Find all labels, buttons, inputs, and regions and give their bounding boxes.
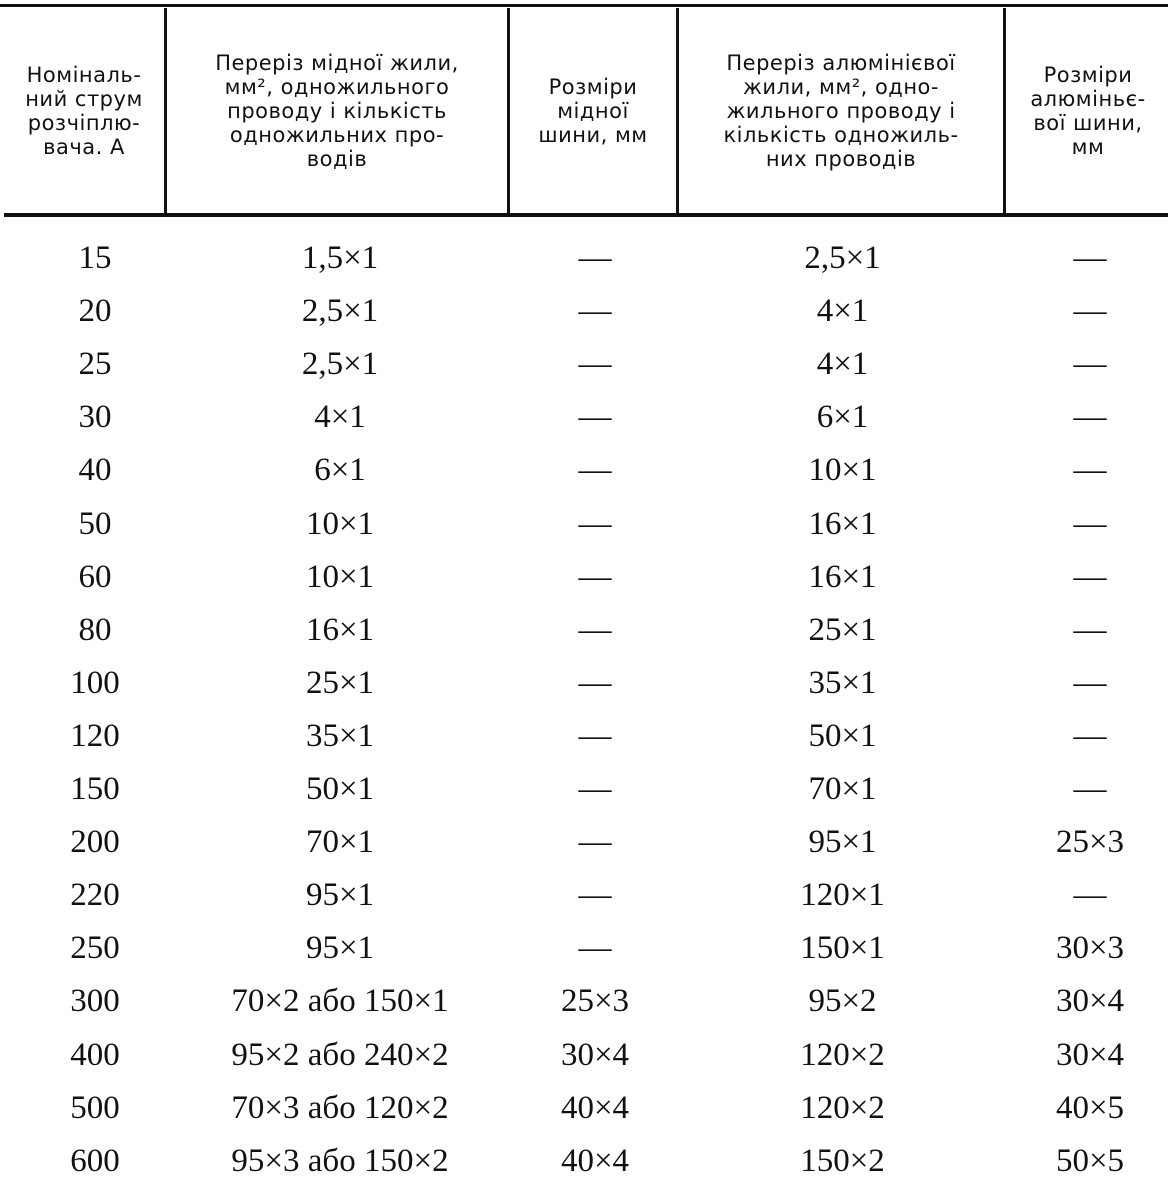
cell-aluminum-bus: — bbox=[1073, 877, 1107, 914]
header-aluminum-bus: Розміри алюміньє- вої шини, мм bbox=[1030, 62, 1146, 159]
cell-rated-current: 60 bbox=[78, 558, 112, 595]
cell-copper-bus: — bbox=[578, 930, 612, 967]
cell-aluminum-wire: 6×1 bbox=[816, 399, 869, 436]
cell-rated-current: 25 bbox=[78, 346, 112, 383]
table-row bbox=[0, 391, 1170, 444]
cell-copper-bus: — bbox=[578, 771, 612, 807]
cell-aluminum-bus: — bbox=[1073, 771, 1107, 807]
table-row bbox=[0, 816, 1170, 869]
cell-aluminum-wire: 4×1 bbox=[816, 293, 869, 330]
cell-aluminum-bus: 30×4 bbox=[1055, 1036, 1125, 1073]
cell-copper-wire: 35×1 bbox=[305, 717, 375, 754]
cell-aluminum-bus: 50×5 bbox=[1055, 1142, 1125, 1179]
cell-aluminum-bus: — bbox=[1073, 505, 1107, 542]
cell-copper-wire: 95×1 bbox=[305, 930, 375, 967]
cell-aluminum-wire: 95×2 bbox=[808, 983, 877, 1020]
cell-rated-current: 120 bbox=[70, 717, 120, 754]
cell-aluminum-wire: 150×2 bbox=[800, 1142, 885, 1179]
cell-aluminum-wire: 10×1 bbox=[808, 452, 877, 489]
table-row bbox=[0, 498, 1170, 551]
cell-copper-wire: 6×1 bbox=[314, 452, 366, 489]
cell-aluminum-bus: 30×3 bbox=[1055, 930, 1125, 967]
cell-copper-bus: — bbox=[578, 611, 612, 648]
cell-rated-current: 15 bbox=[78, 240, 112, 276]
cell-aluminum-wire: 95×1 bbox=[808, 824, 877, 861]
cell-copper-bus: — bbox=[578, 877, 612, 914]
table-row bbox=[0, 604, 1170, 657]
cell-copper-wire: 10×1 bbox=[305, 558, 375, 595]
cell-rated-current: 600 bbox=[70, 1142, 120, 1179]
table-row bbox=[0, 1135, 1170, 1188]
cell-copper-wire: 95×1 bbox=[305, 877, 375, 914]
cell-copper-bus: — bbox=[578, 240, 612, 276]
cell-copper-wire: 70×3 або 120×2 bbox=[231, 1089, 449, 1126]
cell-aluminum-wire: 16×1 bbox=[808, 558, 877, 595]
header-rated-current: Номіналь- ний струм розчіплю- вача. А bbox=[25, 62, 143, 159]
cell-copper-wire: 70×1 bbox=[305, 824, 375, 861]
table-row bbox=[0, 285, 1170, 338]
cell-copper-bus: — bbox=[578, 824, 612, 861]
cell-copper-wire: 25×1 bbox=[305, 664, 375, 701]
cell-copper-wire: 10×1 bbox=[305, 505, 375, 542]
cell-rated-current: 100 bbox=[70, 664, 120, 701]
cell-copper-wire: 16×1 bbox=[305, 611, 375, 648]
cell-aluminum-bus: — bbox=[1073, 346, 1107, 383]
cell-copper-bus: 40×4 bbox=[560, 1089, 630, 1126]
cell-copper-bus: — bbox=[578, 505, 612, 542]
table-row bbox=[0, 710, 1170, 763]
table-row bbox=[0, 1082, 1170, 1135]
table-row bbox=[0, 657, 1170, 710]
cell-rated-current: 40 bbox=[78, 452, 112, 489]
table-row bbox=[0, 444, 1170, 497]
cell-aluminum-bus: — bbox=[1073, 240, 1107, 276]
cell-rated-current: 50 bbox=[78, 505, 112, 542]
cell-aluminum-wire: 70×1 bbox=[808, 771, 877, 807]
cell-copper-wire: 1,5×1 bbox=[301, 240, 379, 276]
top-rule bbox=[0, 4, 1168, 7]
table-row bbox=[0, 551, 1170, 604]
cell-aluminum-wire: 25×1 bbox=[808, 611, 877, 648]
cell-rated-current: 250 bbox=[70, 930, 120, 967]
cell-aluminum-bus: 30×4 bbox=[1055, 983, 1125, 1020]
cell-aluminum-bus: — bbox=[1073, 399, 1107, 436]
header-copper-bus: Розміри мідної шини, мм bbox=[538, 74, 648, 147]
cell-aluminum-wire: 120×2 bbox=[800, 1089, 885, 1126]
cell-aluminum-wire: 35×1 bbox=[808, 664, 877, 701]
cell-aluminum-wire: 2,5×1 bbox=[804, 240, 881, 276]
cell-copper-wire: 95×3 або 150×2 bbox=[231, 1142, 449, 1179]
cell-copper-bus: — bbox=[578, 558, 612, 595]
table-row bbox=[0, 232, 1170, 285]
cell-aluminum-wire: 4×1 bbox=[816, 346, 869, 383]
table-row bbox=[0, 338, 1170, 391]
cell-copper-wire: 50×1 bbox=[305, 771, 375, 807]
cell-aluminum-wire: 120×2 bbox=[800, 1036, 885, 1073]
cell-rated-current: 500 bbox=[70, 1089, 120, 1126]
table-row bbox=[0, 1029, 1170, 1082]
cell-copper-bus: — bbox=[578, 717, 612, 754]
header-aluminum-wire: Переріз алюмінієвої жили, мм², одно- жильного проводу і кількість одножиль- них проводів bbox=[723, 50, 959, 171]
cell-copper-bus: — bbox=[578, 346, 612, 383]
cell-copper-wire: 2,5×1 bbox=[301, 293, 379, 330]
cell-copper-wire: 4×1 bbox=[314, 399, 366, 436]
cell-aluminum-bus: — bbox=[1073, 664, 1107, 701]
cell-aluminum-wire: 16×1 bbox=[808, 505, 877, 542]
cell-copper-bus: 25×3 bbox=[560, 983, 630, 1020]
table-row bbox=[0, 763, 1170, 816]
cell-rated-current: 200 bbox=[70, 824, 120, 861]
cell-copper-bus: 40×4 bbox=[560, 1142, 630, 1179]
cell-aluminum-wire: 120×1 bbox=[800, 877, 885, 914]
cell-copper-bus: — bbox=[578, 452, 612, 489]
header-copper-wire: Переріз мідної жили, мм², одножильного проводу і кількість одножильних про- водів bbox=[215, 50, 459, 171]
cell-aluminum-bus: — bbox=[1073, 452, 1107, 489]
cell-aluminum-bus: 25×3 bbox=[1055, 824, 1125, 861]
cell-copper-bus: 30×4 bbox=[560, 1036, 630, 1073]
table-row bbox=[0, 975, 1170, 1028]
cell-rated-current: 30 bbox=[78, 399, 112, 436]
header-rule bbox=[4, 213, 1168, 217]
cell-aluminum-bus: — bbox=[1073, 558, 1107, 595]
cell-aluminum-wire: 150×1 bbox=[800, 930, 885, 967]
cell-copper-wire: 95×2 або 240×2 bbox=[231, 1036, 449, 1073]
cell-aluminum-bus: — bbox=[1073, 717, 1107, 754]
cell-rated-current: 150 bbox=[70, 771, 120, 807]
table-row bbox=[0, 922, 1170, 975]
table-row bbox=[0, 869, 1170, 922]
cell-aluminum-bus: — bbox=[1073, 611, 1107, 648]
cell-rated-current: 300 bbox=[70, 983, 120, 1020]
cell-rated-current: 80 bbox=[78, 611, 112, 648]
cell-copper-bus: — bbox=[578, 664, 612, 701]
cell-aluminum-bus: 40×5 bbox=[1055, 1089, 1125, 1126]
cell-copper-bus: — bbox=[578, 399, 612, 436]
cell-copper-wire: 2,5×1 bbox=[301, 346, 379, 383]
cell-aluminum-bus: — bbox=[1073, 293, 1107, 330]
cell-rated-current: 400 bbox=[70, 1036, 120, 1073]
cell-rated-current: 20 bbox=[78, 293, 112, 330]
cell-copper-bus: — bbox=[578, 293, 612, 330]
cell-aluminum-wire: 50×1 bbox=[808, 717, 877, 754]
cell-rated-current: 220 bbox=[70, 877, 120, 914]
cell-copper-wire: 70×2 або 150×1 bbox=[231, 983, 449, 1020]
